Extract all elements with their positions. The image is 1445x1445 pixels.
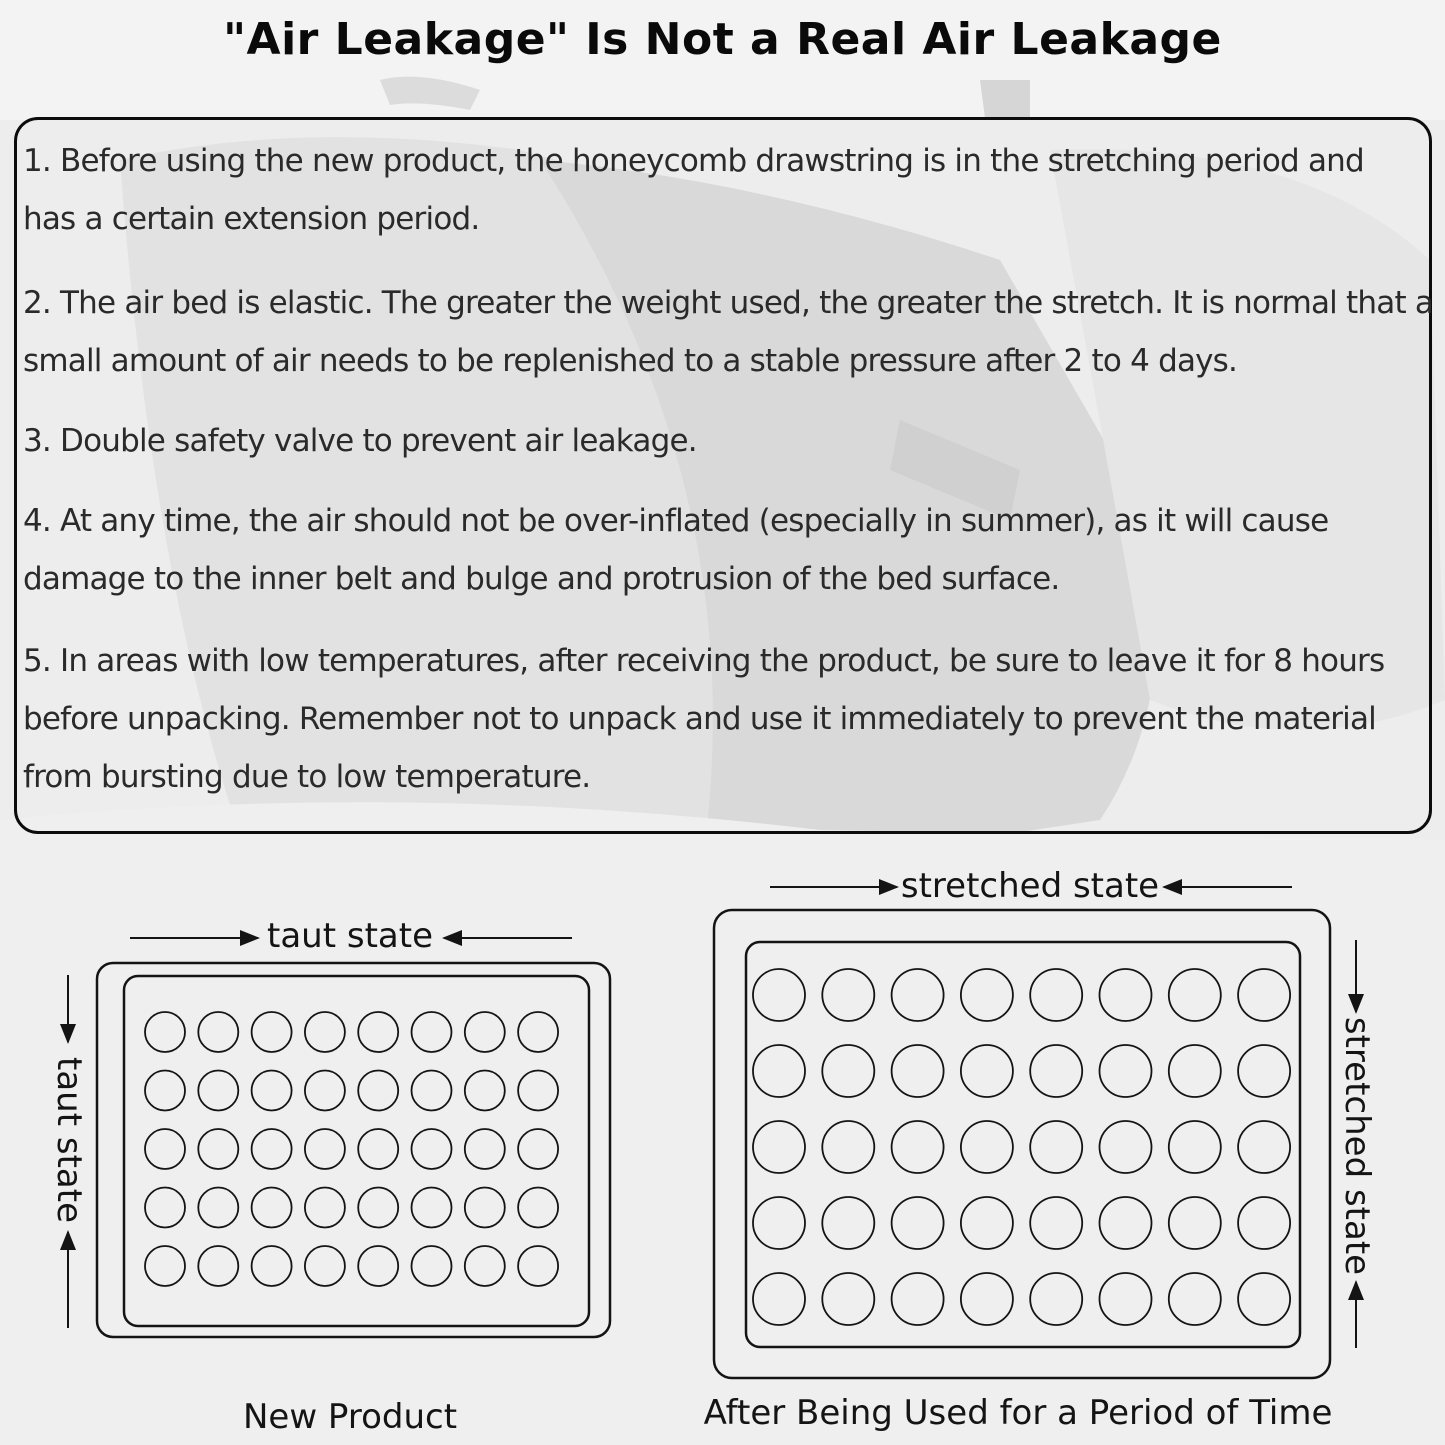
new-height-label: taut state [49, 1057, 89, 1223]
honeycomb-cell [1030, 1273, 1082, 1325]
honeycomb-cell [305, 1246, 345, 1286]
honeycomb-cell [753, 1197, 805, 1249]
honeycomb-cell [465, 1129, 505, 1169]
honeycomb-cell [145, 1246, 185, 1286]
honeycomb-cell [518, 1012, 558, 1052]
honeycomb-cell [518, 1246, 558, 1286]
honeycomb-cell [1238, 1273, 1290, 1325]
honeycomb-cell [1030, 1121, 1082, 1173]
honeycomb-cell [961, 1121, 1013, 1173]
honeycomb-cell [1169, 1045, 1221, 1097]
honeycomb-cell [961, 1273, 1013, 1325]
honeycomb-cell [412, 1129, 452, 1169]
new-circle-grid [145, 1012, 558, 1286]
honeycomb-cell [1169, 1197, 1221, 1249]
used-product-caption: After Being Used for a Period of Time [703, 1393, 1333, 1433]
honeycomb-cell [305, 1188, 345, 1228]
honeycomb-cell [358, 1188, 398, 1228]
honeycomb-cell [892, 969, 944, 1021]
honeycomb-cell [961, 1197, 1013, 1249]
honeycomb-cell [753, 1121, 805, 1173]
honeycomb-cell [465, 1188, 505, 1228]
honeycomb-cell [358, 1071, 398, 1111]
used-circle-grid [753, 969, 1290, 1325]
honeycomb-cell [1238, 1197, 1290, 1249]
honeycomb-cell [892, 1197, 944, 1249]
honeycomb-cell [358, 1129, 398, 1169]
note-5-line-1: 5. In areas with low temperatures, after receiving the product, be sure to leave it for 8 hours [23, 643, 1385, 679]
honeycomb-cell [198, 1071, 238, 1111]
honeycomb-cell [412, 1071, 452, 1111]
honeycomb-cell [358, 1012, 398, 1052]
note-2-line-1: 2. The air bed is elastic. The greater the weight used, the greater the stretch. It is normal that a [23, 285, 1434, 321]
honeycomb-cell [1100, 1273, 1152, 1325]
honeycomb-cell [305, 1129, 345, 1169]
honeycomb-cell [822, 1121, 874, 1173]
honeycomb-cell [892, 1045, 944, 1097]
honeycomb-cell [1238, 1045, 1290, 1097]
honeycomb-cell [465, 1246, 505, 1286]
honeycomb-cell [252, 1071, 292, 1111]
note-4-line-2: damage to the inner belt and bulge and protrusion of the bed surface. [23, 561, 1060, 597]
note-1-line-1: 1. Before using the new product, the honeycomb drawstring is in the stretching period and [23, 143, 1364, 179]
honeycomb-cell [892, 1273, 944, 1325]
note-5-line-2: before unpacking. Remember not to unpack and use it immediately to prevent the material [23, 701, 1376, 737]
used-height-label: stretched state [1337, 1016, 1377, 1276]
used-product-diagram [704, 866, 1377, 1433]
honeycomb-cell [412, 1246, 452, 1286]
honeycomb-cell [822, 1045, 874, 1097]
honeycomb-cell [198, 1129, 238, 1169]
honeycomb-cell [1030, 1197, 1082, 1249]
honeycomb-cell [753, 969, 805, 1021]
honeycomb-cell [1030, 969, 1082, 1021]
honeycomb-cell [198, 1246, 238, 1286]
honeycomb-cell [1238, 1121, 1290, 1173]
honeycomb-cell [305, 1071, 345, 1111]
new-outer-frame [97, 963, 610, 1337]
honeycomb-cell [145, 1071, 185, 1111]
honeycomb-cell [753, 1273, 805, 1325]
honeycomb-cell [1169, 1121, 1221, 1173]
note-5-line-3: from bursting due to low temperature. [23, 759, 591, 795]
honeycomb-cell [412, 1188, 452, 1228]
honeycomb-cell [252, 1188, 292, 1228]
honeycomb-cell [961, 969, 1013, 1021]
note-2-line-2: small amount of air needs to be replenished to a stable pressure after 2 to 4 days. [23, 343, 1238, 379]
honeycomb-cell [892, 1121, 944, 1173]
honeycomb-cell [252, 1129, 292, 1169]
honeycomb-cell [305, 1012, 345, 1052]
honeycomb-cell [1100, 1121, 1152, 1173]
note-3-line-1: 3. Double safety valve to prevent air leakage. [23, 423, 697, 459]
honeycomb-cell [252, 1246, 292, 1286]
honeycomb-cell [465, 1071, 505, 1111]
new-product-caption: New Product [242, 1397, 458, 1437]
honeycomb-cell [1100, 1197, 1152, 1249]
honeycomb-cell [822, 1197, 874, 1249]
note-1-line-2: has a certain extension period. [23, 201, 480, 237]
honeycomb-cell [961, 1045, 1013, 1097]
honeycomb-cell [1030, 1045, 1082, 1097]
honeycomb-cell [145, 1129, 185, 1169]
honeycomb-cell [1169, 969, 1221, 1021]
honeycomb-cell [412, 1012, 452, 1052]
page-title: "Air Leakage" Is Not a Real Air Leakage [223, 14, 1222, 65]
honeycomb-cell [198, 1188, 238, 1228]
new-product-diagram [49, 916, 610, 1437]
honeycomb-cell [518, 1071, 558, 1111]
honeycomb-cell [518, 1129, 558, 1169]
honeycomb-cell [358, 1246, 398, 1286]
honeycomb-cell [252, 1012, 292, 1052]
note-4-line-1: 4. At any time, the air should not be over-inflated (especially in summer), as it will cause [23, 503, 1329, 539]
honeycomb-cell [465, 1012, 505, 1052]
honeycomb-cell [145, 1188, 185, 1228]
used-width-label: stretched state [900, 866, 1160, 906]
honeycomb-cell [1100, 1045, 1152, 1097]
new-width-label: taut state [267, 916, 433, 956]
honeycomb-cell [1169, 1273, 1221, 1325]
honeycomb-cell [1238, 969, 1290, 1021]
honeycomb-cell [822, 969, 874, 1021]
honeycomb-cell [753, 1045, 805, 1097]
honeycomb-cell [145, 1012, 185, 1052]
honeycomb-cell [518, 1188, 558, 1228]
honeycomb-cell [822, 1273, 874, 1325]
honeycomb-cell [198, 1012, 238, 1052]
honeycomb-cell [1100, 969, 1152, 1021]
